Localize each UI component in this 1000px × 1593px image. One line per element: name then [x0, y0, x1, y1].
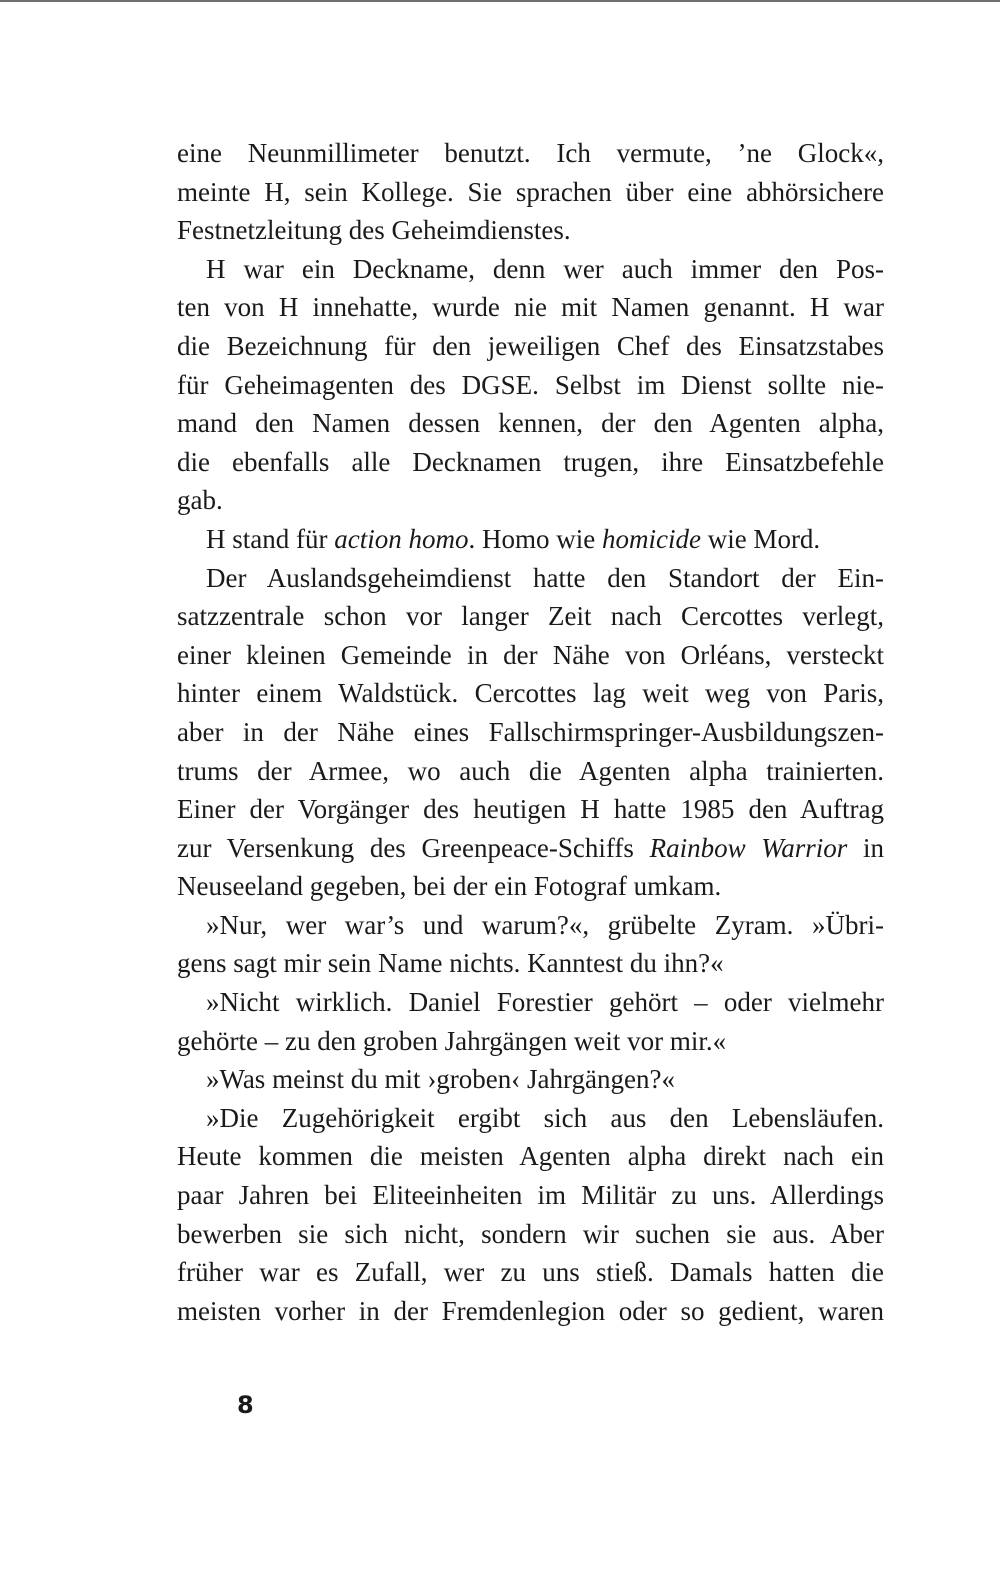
- text-line: gab.: [177, 485, 223, 516]
- text-line-with-italics: [177, 520, 884, 559]
- top-border-rule: [0, 0, 1000, 2]
- text-line: meinte H, sein Kollege. Sie sprachen über eine abhörsichere: [177, 176, 884, 207]
- text-line: mand den Namen dessen kennen, der den Agenten alpha,: [177, 408, 884, 439]
- text-line: die Bezeichnung für den jeweiligen Chef des Einsatzstabes: [177, 330, 884, 361]
- text-line: gens sagt mir sein Name nichts. Kanntest du ihn?«: [177, 948, 724, 979]
- text-line: aber in der Nähe eines Fallschirmspringer-Ausbildungszen-: [177, 716, 884, 747]
- text-line: Neuseeland gegeben, bei der ein Fotograf umkam.: [177, 871, 722, 902]
- text-segment: H stand für: [206, 523, 335, 554]
- text-segment: . Homo wie: [468, 523, 602, 554]
- text-line: bewerben sie sich nicht, sondern wir suchen sie aus. Aber: [177, 1218, 884, 1249]
- text-segment: in: [847, 832, 884, 863]
- text-line: paar Jahren bei Eliteeinheiten im Militär zu uns. Allerdings: [177, 1180, 884, 1211]
- text-segment: zur Versenkung des Greenpeace-Schiffs: [177, 832, 650, 863]
- text-line: früher war es Zufall, wer zu uns stieß. Damals hatten die: [177, 1257, 884, 1288]
- text-line: Der Auslandsgeheimdienst hatte den Standort der Ein-: [206, 562, 884, 593]
- text-line: für Geheimagenten des DGSE. Selbst im Dienst sollte nie-: [177, 369, 884, 400]
- text-line: Festnetzleitung des Geheimdienstes.: [177, 215, 571, 246]
- text-line: trums der Armee, wo auch die Agenten alpha trainierten.: [177, 755, 884, 786]
- text-line: eine Neunmillimeter benutzt. Ich vermute, ’ne Glock«,: [177, 138, 884, 168]
- text-line: satzzentrale schon vor langer Zeit nach Cercottes verlegt,: [177, 601, 884, 632]
- text-line: meisten vorher in der Fremdenlegion oder so gedient, waren: [177, 1295, 884, 1326]
- book-page-text: [177, 134, 884, 1330]
- italic-text-segment: Rainbow Warrior: [649, 832, 848, 863]
- text-line: »Nur, wer war’s und warum?«, grübelte Zyram. »Übri-: [206, 909, 884, 940]
- text-line: gehörte – zu den groben Jahrgängen weit vor mir.«: [177, 1025, 727, 1056]
- text-line: einer kleinen Gemeinde in der Nähe von Orléans, versteckt: [177, 639, 884, 670]
- italic-text-segment: action homo: [334, 523, 469, 554]
- text-line: Einer der Vorgänger des heutigen H hatte 1985 den Auftrag: [177, 794, 884, 825]
- text-line: »Was meinst du mit ›groben‹ Jahrgängen?«: [206, 1064, 675, 1095]
- page-number: 8: [237, 1391, 254, 1419]
- text-line: die ebenfalls alle Decknamen trugen, ihre Einsatzbefehle: [177, 446, 884, 477]
- text-line: Heute kommen die meisten Agenten alpha direkt nach ein: [177, 1141, 884, 1172]
- text-line: »Nicht wirklich. Daniel Forestier gehört – oder vielmehr: [206, 987, 884, 1018]
- text-line: H war ein Deckname, denn wer auch immer den Pos-: [206, 253, 884, 284]
- italic-text-segment: homicide: [601, 523, 701, 554]
- text-segment: wie Mord.: [700, 523, 821, 554]
- text-line: hinter einem Waldstück. Cercottes lag weit weg von Paris,: [177, 678, 884, 709]
- text-line: »Die Zugehörigkeit ergibt sich aus den Lebensläufen.: [206, 1102, 884, 1133]
- text-line-with-italics: [177, 829, 884, 868]
- text-line: ten von H innehatte, wurde nie mit Namen genannt. H war: [177, 292, 884, 323]
